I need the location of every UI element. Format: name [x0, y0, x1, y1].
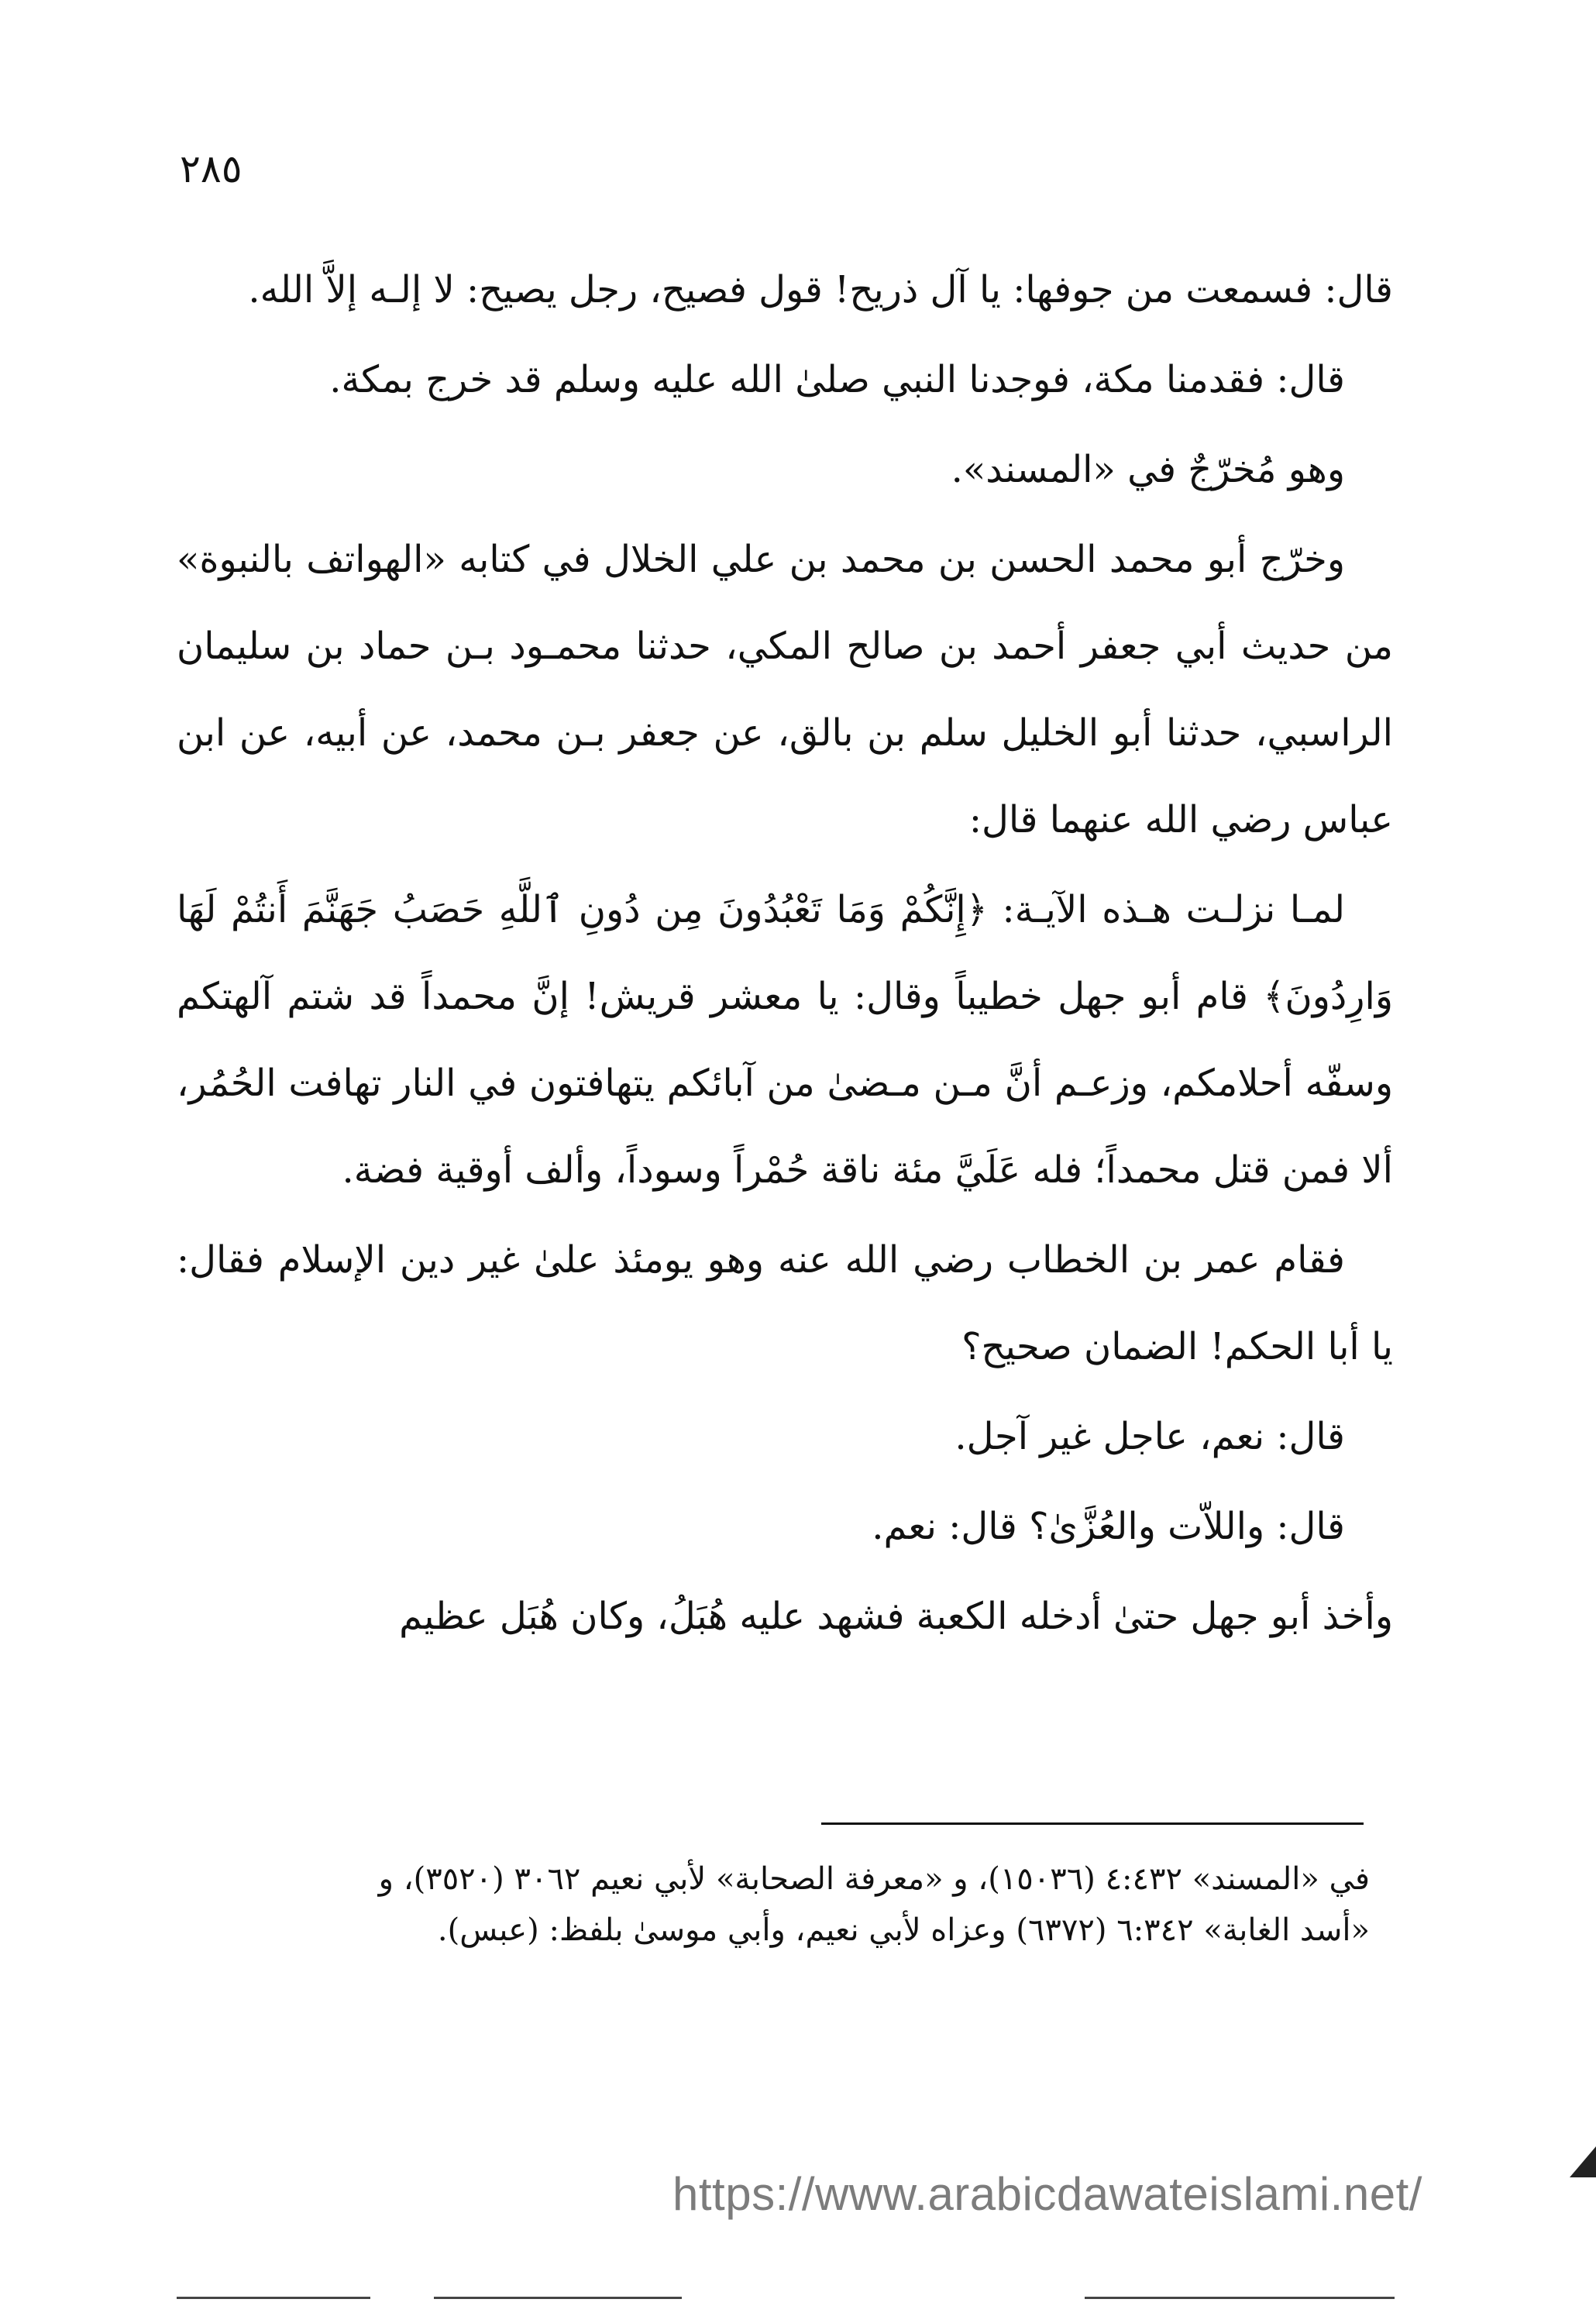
corner-scan-mark	[1570, 2146, 1596, 2177]
bottom-edge-line	[1085, 2297, 1395, 2299]
main-text	[177, 246, 1393, 1663]
paragraph: وأخذ أبو جهل حتىٰ أدخله الكعبة فشهد عليه هُبَلُ، وكان هُبَل عظيم	[399, 1595, 1393, 1638]
footnote-line: «أسد الغابة» ٦:٣٤٢ (٦٣٧٢) وعزاه لأبي نعيم، وأبي موسىٰ بلفظ: (عبس).	[437, 1912, 1370, 1948]
paragraph: وخرّج أبو محمد الحسن بن محمد بن علي الخلال في كتابه «الهواتف بالنبوة» من حديث أبي جعفر أحمد بن صالح المكي، حدثنا محمـود بـن حماد بن سليمان الراسبي، حدثنا أبو الخليل سلم بن بالق، عن جعفر بـن محمد، عن أبيه، عن ابن عباس رضي الله عنهما قال:	[177, 538, 1393, 842]
bottom-edge-line	[177, 2297, 370, 2299]
paragraph: وهو مُخرّجٌ في «المسند».	[951, 448, 1345, 491]
footnote-divider	[821, 1822, 1364, 1825]
paragraph: قال: واللاّت والعُزَّىٰ؟ قال: نعم.	[872, 1505, 1345, 1548]
paragraph: فقام عمر بن الخطاب رضي الله عنه وهو يومئذ علىٰ غير دين الإسلام فقال: يا أبا الحكم! الضمان صحيح؟	[177, 1238, 1393, 1368]
paragraph: قال: فسمعت من جوفها: يا آل ذريح! قول فصيح، رجل يصيح: لا إلـه إلاَّ الله.	[248, 268, 1393, 311]
paragraph: لمـا نزلـت هـذه الآيـة: ﴿إِنَّكُمْ وَمَا تَعْبُدُونَ مِن دُونِ ٱللَّهِ حَصَبُ جَهَنَّمَ أَنتُمْ لَهَا وَارِدُونَ﴾ قام أبو جهل خطيباً وقال: يا معشر قريش! إنَّ محمداً قد شتم آلهتكم وسفّه أحلامكم، وزعـم أنَّ مـن مـضىٰ من آبائكم يتهافتون في النار تهافت الحُمُر، ألا فمن قتل محمداً؛ فله عَلَيَّ مئة ناقة حُمْراً وسوداً، وألف أوقية فضة.	[177, 888, 1393, 1192]
website-watermark: https://www.arabicdawateislami.net/	[672, 2168, 1422, 2220]
page-number: ٢٨٥	[180, 146, 242, 191]
footnotes	[177, 1853, 1370, 1956]
paragraph: قال: نعم، عاجل غير آجل.	[955, 1415, 1345, 1458]
bottom-edge-line	[434, 2297, 682, 2299]
paragraph: قال: فقدمنا مكة، فوجدنا النبي صلىٰ الله عليه وسلم قد خرج بمكة.	[329, 358, 1345, 401]
footnote-line: في «المسند» ٤:٤٣٢ (١٥٠٣٦)، و «معرفة الصحابة» لأبي نعيم ٣٠٦٢ (٣٥٢٠)، و	[378, 1861, 1370, 1897]
